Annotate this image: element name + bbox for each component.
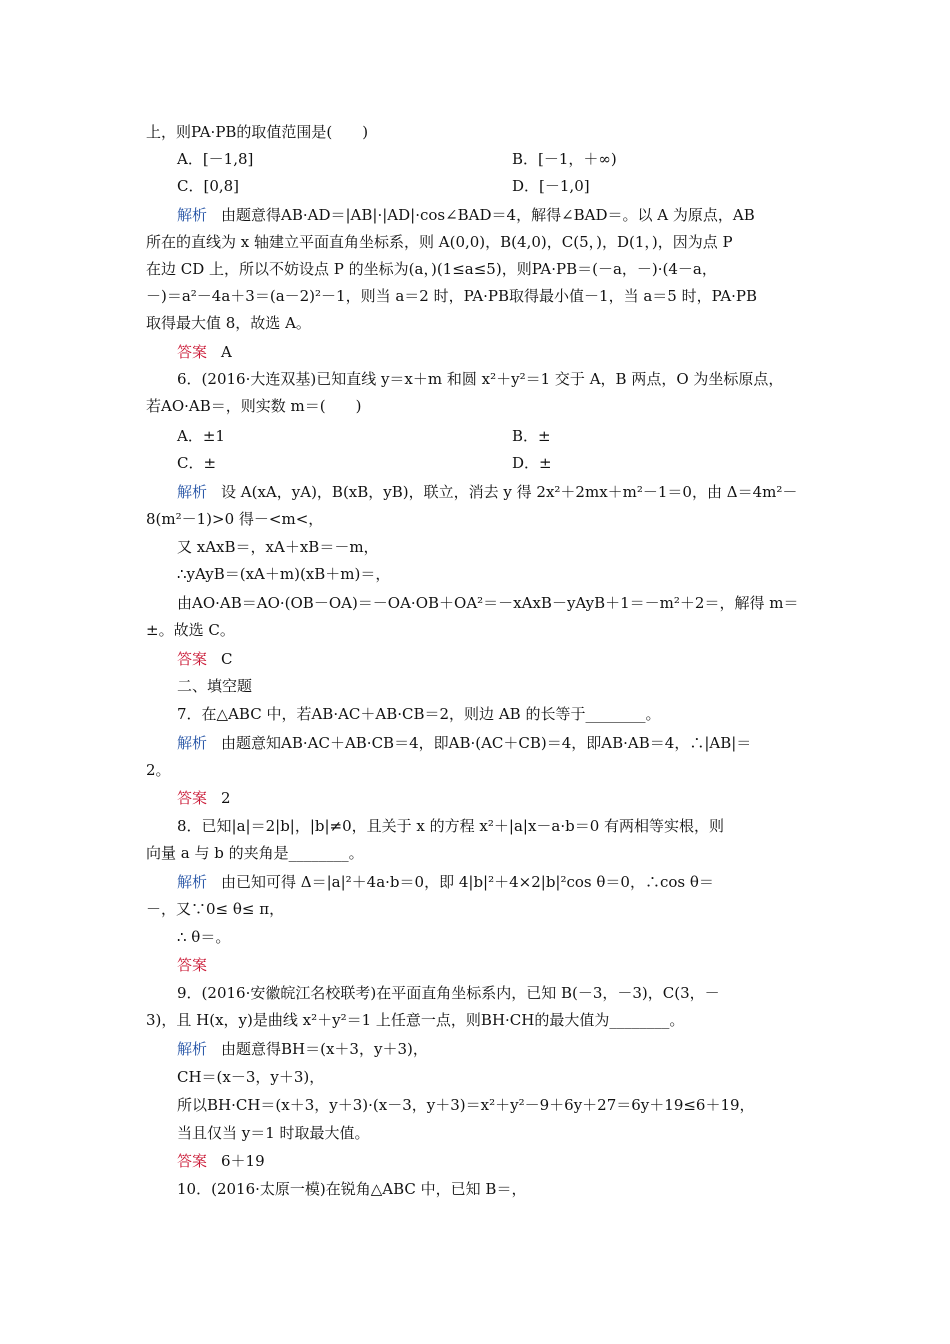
problem6-option-c: C．± — [177, 454, 217, 472]
problem8-stem: 向量 a 与 b 的夹角是________。 — [146, 844, 364, 862]
problem5-option-d: D．[－1,0] — [512, 177, 590, 195]
problem10-stem: 10．(2016·太原一模)在锐角△ABC 中，已知 B＝， — [177, 1180, 527, 1198]
problem8-solution-line — [177, 871, 808, 893]
solution-text: 设 A(xA，yA)，B(xB，yB)，联立，消去 y 得 2x²＋2mx＋m²－1＝0，由 Δ＝4m²－ — [221, 483, 798, 501]
problem6-stem: 6．(2016·大连双基)已知直线 y＝x＋m 和圆 x²＋y²＝1 交于 A，B 两点，O 为坐标原点， — [177, 370, 784, 388]
problem8-answer-line — [177, 954, 808, 976]
problem9-stem: 9．(2016·安徽皖江名校联考)在平面直角坐标系内，已知 B(－3，－3)，C(3，－ — [177, 984, 720, 1002]
solution-text: 在边 CD 上，所以不妨设点 P 的坐标为(a，)(1≤a≤5)，则PA·PB＝(－a，－)·(4－a， — [146, 260, 717, 278]
answer-tag: 答案 — [177, 956, 208, 974]
solution-tag: 解析 — [177, 1040, 208, 1058]
problem5-stem: 上，则PA·PB的取值范围是( ) — [146, 123, 369, 141]
solution-text: 2。 — [146, 761, 171, 779]
solution-text: 取得最大值 8，故选 A。 — [146, 314, 311, 332]
problem5-option-b: B．[－1，＋∞) — [512, 150, 617, 168]
solution-tag: 解析 — [177, 206, 208, 224]
solution-text: 又 xAxB＝，xA＋xB＝－m， — [177, 538, 379, 556]
problem6-option-b: B．± — [512, 427, 551, 445]
solution-text: 当且仅当 y＝1 时取最大值。 — [177, 1124, 370, 1142]
solution-text: 由题意知AB·AC＋AB·CB＝4，即AB·(AC＋CB)＝4，即AB·AB＝4，∴|AB|＝ — [221, 734, 752, 752]
problem6-answer-line — [177, 648, 808, 670]
solution-text: ∴yAyB＝(xA＋m)(xB＋m)＝， — [177, 565, 391, 583]
problem9-answer-line — [177, 1150, 808, 1172]
solution-tag: 解析 — [177, 734, 208, 752]
solution-tag: 解析 — [177, 873, 208, 891]
problem5-option-c: C．[0,8] — [177, 177, 240, 195]
problem6-option-d: D．± — [512, 454, 552, 472]
solution-text: 由已知可得 Δ＝|a|²＋4a·b＝0，即 4|b|²＋4×2|b|²cos θ＝0，∴cos θ＝ — [221, 873, 714, 891]
solution-text: ±。故选 C。 — [146, 621, 235, 639]
answer-value: A — [221, 343, 232, 361]
answer-value: 6＋19 — [221, 1152, 265, 1170]
solution-text: 由题意得BH＝(x＋3，y＋3)， — [221, 1040, 428, 1058]
problem7-solution-line — [177, 732, 808, 754]
answer-tag: 答案 — [177, 650, 208, 668]
problem9-stem: 3)，且 H(x，y)是曲线 x²＋y²＝1 上任意一点，则BH·CH的最大值为________。 — [146, 1011, 685, 1029]
problem6-solution-line — [177, 481, 808, 503]
section-title: 二、填空题 — [177, 677, 253, 695]
problem7-stem: 7．在△ABC 中，若AB·AC＋AB·CB＝2，则边 AB 的长等于________。 — [177, 705, 661, 723]
problem6-stem: 若AO·AB＝，则实数 m＝( ) — [146, 397, 362, 415]
solution-text: 8(m²－1)>0 得－<m<， — [146, 510, 324, 528]
solution-text: －，又∵0≤ θ≤ π， — [146, 900, 285, 918]
problem9-solution-line — [177, 1038, 808, 1060]
answer-tag: 答案 — [177, 1152, 208, 1170]
solution-text: 所以BH·CH＝(x＋3，y＋3)·(x－3，y＋3)＝x²＋y²－9＋6y＋27＝6y＋19≤6＋19， — [177, 1096, 755, 1114]
solution-tag: 解析 — [177, 483, 208, 501]
answer-value: C — [221, 650, 233, 668]
solution-text: 由题意得AB·AD＝|AB|·|AD|·cos∠BAD＝4，解得∠BAD＝。以 A 为原点，AB — [221, 206, 755, 224]
problem6-option-a: A．±1 — [177, 427, 225, 445]
solution-text: ∴ θ＝。 — [177, 928, 231, 946]
problem5-option-a: A．[－1,8] — [177, 150, 254, 168]
solution-text: 所在的直线为 x 轴建立平面直角坐标系，则 A(0,0)，B(4,0)，C(5，)，D(1，)，因为点 P — [146, 233, 733, 251]
problem5-solution-line — [177, 204, 808, 226]
problem5-answer-line — [177, 341, 808, 363]
solution-text: －)＝a²－4a＋3＝(a－2)²－1，则当 a＝2 时，PA·PB取得最小值－1，当 a＝5 时，PA·PB — [146, 287, 758, 305]
solution-text: 由AO·AB＝AO·(OB－OA)＝－OA·OB＋OA²＝－xAxB－yAyB＋1＝－m²＋2＝，解得 m＝ — [177, 594, 799, 612]
answer-value: 2 — [221, 789, 231, 807]
answer-tag: 答案 — [177, 343, 208, 361]
problem8-stem: 8．已知|a|＝2|b|，|b|≠0，且关于 x 的方程 x²＋|a|x－a·b＝0 有两相等实根，则 — [177, 817, 725, 835]
problem7-answer-line — [177, 787, 808, 809]
answer-tag: 答案 — [177, 789, 208, 807]
solution-text: CH＝(x－3，y＋3)， — [177, 1068, 325, 1086]
